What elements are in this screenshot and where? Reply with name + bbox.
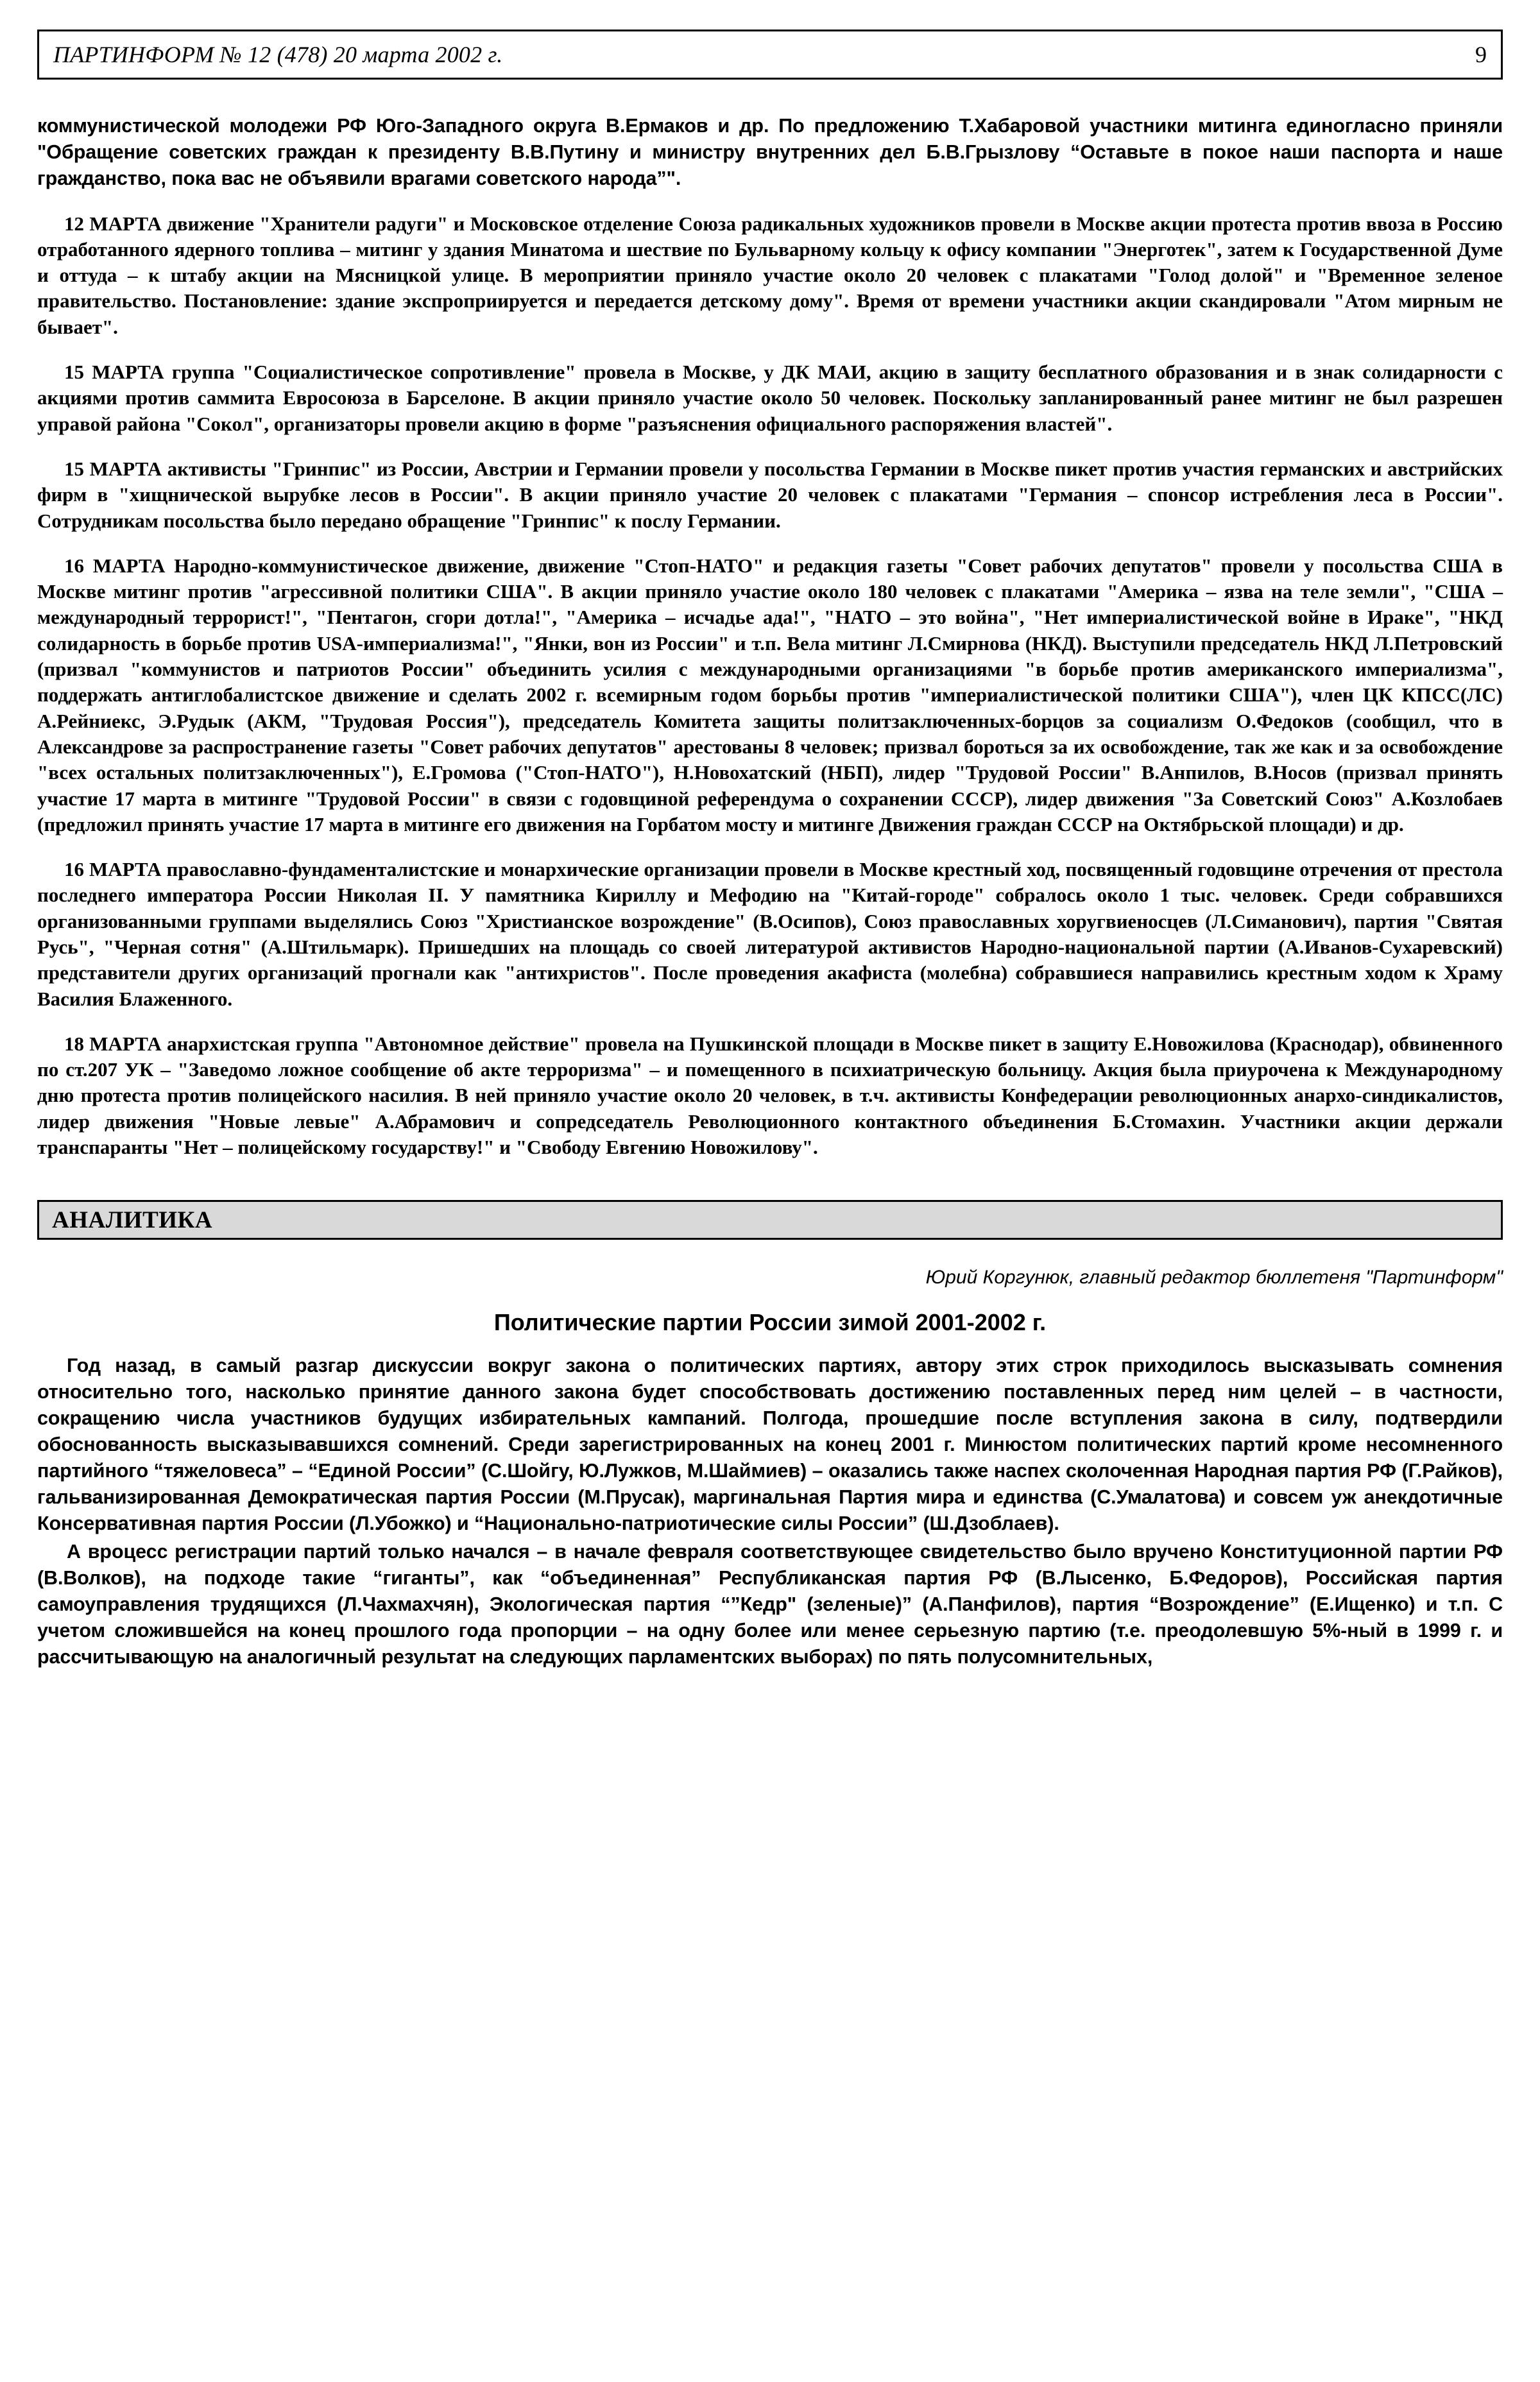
news-paragraph: 18 МАРТА анархистская группа "Автономное действие" провела на Пушкинской площади в Москве пикет в защиту Е.Новожилова (Краснодар), обвиненного по ст.207 УК – "Заведомо ложное сообщение об акте терроризма" – и помещенного в психиатрическую больницу. Акция была приурочена к Международному дню протеста против полицейского насилия. В ней приняло участие около 20 человек, в т.ч. активисты Конфедерации революционных анархо-синдикалистов, лидер движения "Новые левые" А.Абрамович и сопредседатель Революционного контактного объединения Б.Стомахин. Участники акции держали транспаранты "Нет – полицейскому государству!" и "Свободу Евгению Новожилову". xyxy=(37,1032,1503,1159)
article-title: Политические партии России зимой 2001-2002 г. xyxy=(493,1309,1047,1336)
news-paragraph: 16 МАРТА православно-фундаменталистские и монархические организации провели в Москве крестный ход, посвященный годовщине отречения от престола последнего императора России Николая II. У памятника Кириллу и Мефодию на "Китай-городе" собралось около 1 тыс. человек. Среди собравшихся организованными группами выделялись Союз "Христианское возрождение" (В.Осипов), Союз православных хоругвиеносцев (Л.Симанович), партия "Святая Русь", "Черная сотня" (А.Штильмарк). Пришедших на площадь со своей литературой активистов Народно-национальной партии (А.Иванов-Сухаревский) представители других организаций прогнали как "антихристов". После проведения акафиста (молебна) собравшиеся направились крестным ходом к Храму Василия Блаженного. xyxy=(37,858,1503,1010)
continued-paragraph: коммунистической молодежи РФ Юго-Западного округа В.Ермаков и др. По предложению Т.Хабаровой участники митинга единогласно приняли "Обращение советских граждан к президенту В.В.Путину и министру внутренних дел Б.В.Грызлову “Оставьте в покое наши паспорта и наше гражданство, пока вас не объявили врагами советского народа”". xyxy=(37,115,1503,189)
article-paragraph: А вроцесс регистрации партий только начался – в начале февраля соответствующее свидетельство было вручено Конституционной партии РФ (В.Волков), на подходе такие “гиганты”, как “объединенная” Республиканская партия РФ (В.Лысенко, Б.Федоров), Российская партия самоуправления трудящихся (Л.Чахмахчян), Экологическая партия “”Кедр" (зеленые)” (А.Панфилов), партия “Возрождение” (Е.Ищенко) и т.п. С учетом сложившейся на конец прошлого года пропорции – на одну более или менее серьезную партию (т.е. преодолевшую 5%-ный в 1999 г. и рассчитывающую на аналогичный результат на следующих парламентских выборах) по пять полусомнительных, xyxy=(37,1541,1503,1668)
page-header xyxy=(37,30,1503,80)
news-paragraph: 15 МАРТА активисты "Гринпис" из России, Австрии и Германии провели у посольства Германии в Москве пикет против участия германских и австрийских фирм в "хищнической вырубке лесов в России". В акции приняло участие 20 человек с плакатами "Германия – спонсор истребления леса в России". Сотрудникам посольства было передано обращение "Гринпис" к послу Германии. xyxy=(37,457,1503,532)
section-banner-title: АНАЛИТИКА xyxy=(52,1206,213,1233)
page-content xyxy=(37,113,1503,1670)
publication-title: ПАРТИНФОРМ № 12 (478) 20 марта 2002 г. xyxy=(53,42,503,67)
news-paragraph: 12 МАРТА движение "Хранители радуги" и Московское отделение Союза радикальных художников провели в Москве акции протеста против ввоза в Россию отработанного ядерного топлива – митинг у здания Минатома и шествие по Бульварному кольцу к офису компании "Энерготек", затем к Государственной Думе и оттуда – к штабу акции на Мясницкой улице. В мероприятии приняло участие около 20 человек с плакатами "Голод долой" и "Временное зеленое правительство. Постановление: здание экспроприируется и передается детскому дому". Время от времени участники акции скандировали "Атом мирным не бывает". xyxy=(37,212,1503,338)
article-byline: Юрий Коргунюк, главный редактор бюллетеня "Партинформ" xyxy=(925,1267,1503,1289)
section-banner-analytics xyxy=(37,1200,1503,1240)
article-paragraph: Год назад, в самый разгар дискуссии вокруг закона о политических партиях, автору этих строк приходилось высказывать сомнения относительно того, насколько принятие данного закона будет способствовать достижению поставленных перед ним целей – в частности, сокращению числа участников будущих избирательных кампаний. Полгода, прошедшие после вступления закона в силу, подтвердили обоснованность высказывавшихся сомнений. Среди зарегистрированных на конец 2001 г. Минюстом политических партий кроме несомненного партийного “тяжеловеса” – “Единой России” (С.Шойгу, Ю.Лужков, М.Шаймиев) – оказались также наспех сколоченная Народная партия РФ (Г.Райков), гальванизированная Демократическая партия России (М.Прусак), маргинальная Партия мира и единства (С.Умалатова) и совсем уж анекдотичные Консервативная партия России (Л.Убожко) и “Национально-патриотические силы России” (Ш.Дзоблаев). xyxy=(37,1355,1503,1534)
page-number: 9 xyxy=(1475,42,1487,67)
news-paragraph: 15 МАРТА группа "Социалистическое сопротивление" провела в Москве, у ДК МАИ, акцию в защиту бесплатного образования и в знак солидарности с акциями против саммита Евросоюза в Барселоне. В акции приняло участие около 50 человек. Поскольку запланированный ранее митинг не был разрешен управой района "Сокол", организаторы провели акцию в форме "разъяснения официального распоряжения властей". xyxy=(37,361,1503,435)
news-paragraph: 16 МАРТА Народно-коммунистическое движение, движение "Стоп-НАТО" и редакция газеты "Совет рабочих депутатов" провели у посольства США в Москве митинг против "агрессивной политики США". В акции приняло участие около 180 человек с плакатами "Америка – язва на теле земли", "США – международный террорист!", "Пентагон, сгори дотла!", "Америка – исчадье ада!", "НАТО – это война", "Нет империалистической войне в Ираке", "НКД солидарность в борьбе против USA-империализма!", "Янки, вон из России" и т.п. Вела митинг Л.Смирнова (НКД). Выступили председатель НКД Л.Петровский (призвал "коммунистов и патриотов России" объединить усилия с международными организациями "в борьбе против американского империализма", поддержать антиглобалистское движение и сделать 2002 г. всемирным годом борьбы против "империалистической политики США"), член ЦК КПСС(ЛС) А.Рейниекс, Э.Рудык (АКМ, "Трудовая Россия"), председатель Комитета защиты политзаключенных-борцов за социализм О.Федоков (сообщил, что в Александрове за распространение газеты "Совет рабочих депутатов" арестованы 8 человек; призвал бороться за их освобождение, так же как и за освобождение "всех остальных политзаключенных"), Е.Громова ("Стоп-НАТО"), Н.Новохатский (НБП), лидер "Трудовой России" В.Анпилов, В.Носов (призвал принять участие 17 марта в митинге "Трудовой России" в связи с годовщиной референдума о сохранении СССР), лидер движения "За Советский Союз" А.Козлобаев (предложил принять участие 17 марта в митинге его движения на Горбатом мосту и митинге Движения граждан СССР на Октябрьской площади) и др. xyxy=(37,554,1503,835)
